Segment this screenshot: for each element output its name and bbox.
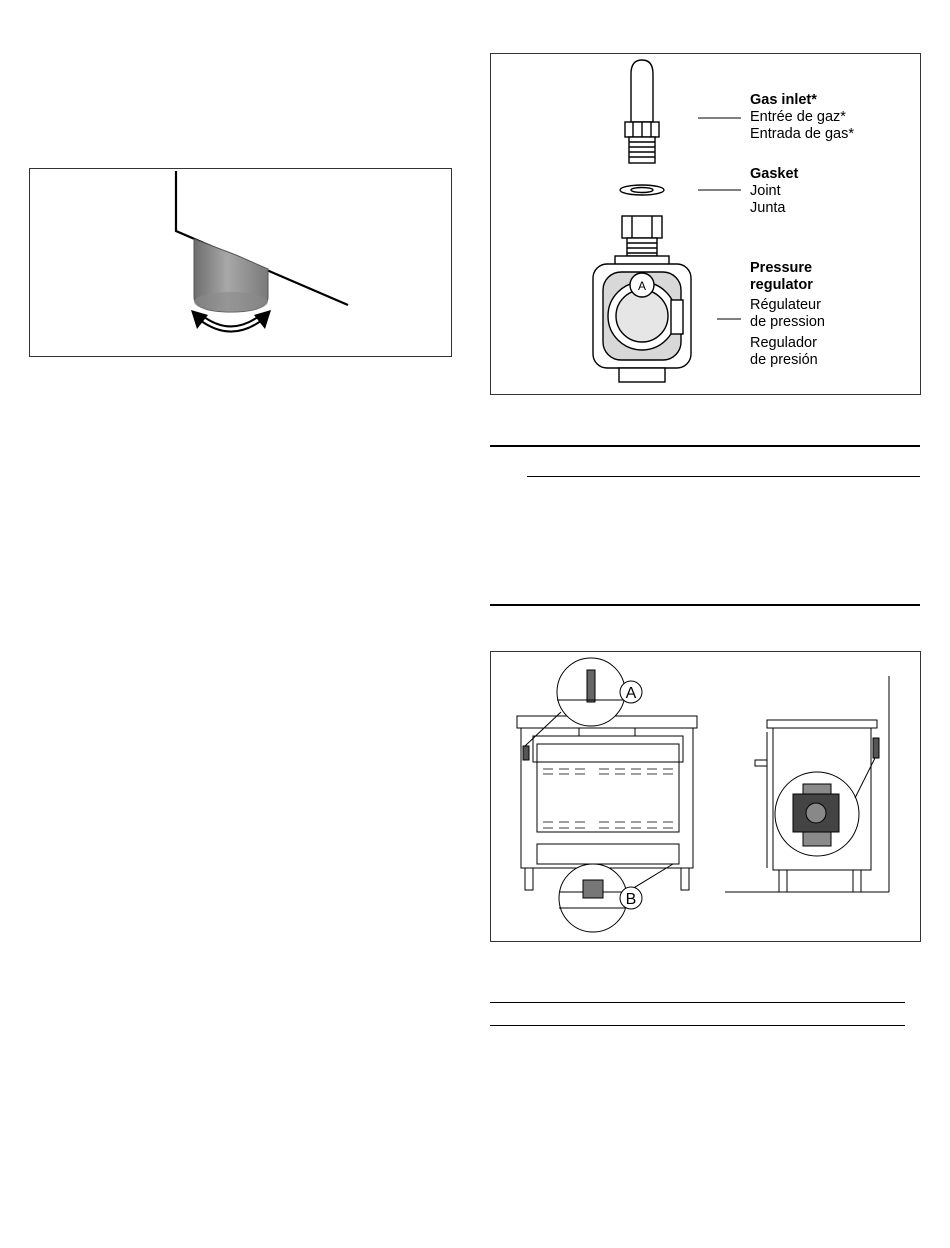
gas-inlet-label — [750, 92, 854, 143]
rotation-arrow-icon — [191, 310, 271, 329]
gas-inlet-es-asterisk: * — [848, 126, 855, 142]
regulator-en-1: Pressure — [750, 260, 813, 276]
gas-regulator-drawing — [491, 54, 922, 396]
gas-inlet-en: Gas inlet — [750, 92, 812, 108]
regulator-fr-1: Régulateur — [750, 297, 821, 313]
range-callout-a: A — [625, 685, 637, 702]
gasket-label — [750, 166, 798, 217]
regulator-en-2: regulator — [750, 277, 813, 293]
range-front-view — [517, 658, 697, 890]
table-bottom-rule — [490, 604, 920, 606]
range-callout-b: B — [625, 891, 637, 908]
range-side-view — [725, 676, 889, 892]
leveling-foot-figure — [29, 168, 452, 357]
range-connection-drawing — [491, 652, 922, 943]
range-connection-figure — [490, 651, 921, 942]
gas-inlet-es: Entrada de gas — [750, 126, 849, 142]
regulator-es-1: Regulador — [750, 335, 817, 351]
table-header-rule — [527, 476, 920, 477]
gasket-part — [620, 185, 664, 195]
pressure-regulator-part — [593, 216, 691, 382]
regulator-fr-2: de pression — [750, 314, 825, 330]
footer-rule-bottom — [490, 1025, 905, 1026]
range-bottom-detail — [559, 864, 673, 932]
gasket-en: Gasket — [750, 166, 799, 182]
gasket-fr: Joint — [750, 183, 781, 199]
pressure-regulator-label — [750, 260, 825, 369]
gas-inlet-asterisk: * — [811, 92, 817, 108]
leveling-foot-drawing — [30, 169, 453, 358]
table-top-rule — [490, 445, 920, 447]
regulator-callout-a: A — [637, 279, 647, 293]
gas-inlet-part — [625, 60, 659, 163]
gas-inlet-fr: Entrée de gaz — [750, 109, 841, 125]
gas-inlet-fr-asterisk: * — [840, 109, 846, 125]
gasket-es: Junta — [750, 200, 786, 216]
gas-regulator-figure — [490, 53, 921, 395]
footer-rule-top — [490, 1002, 905, 1003]
regulator-es-2: de presión — [750, 352, 818, 368]
